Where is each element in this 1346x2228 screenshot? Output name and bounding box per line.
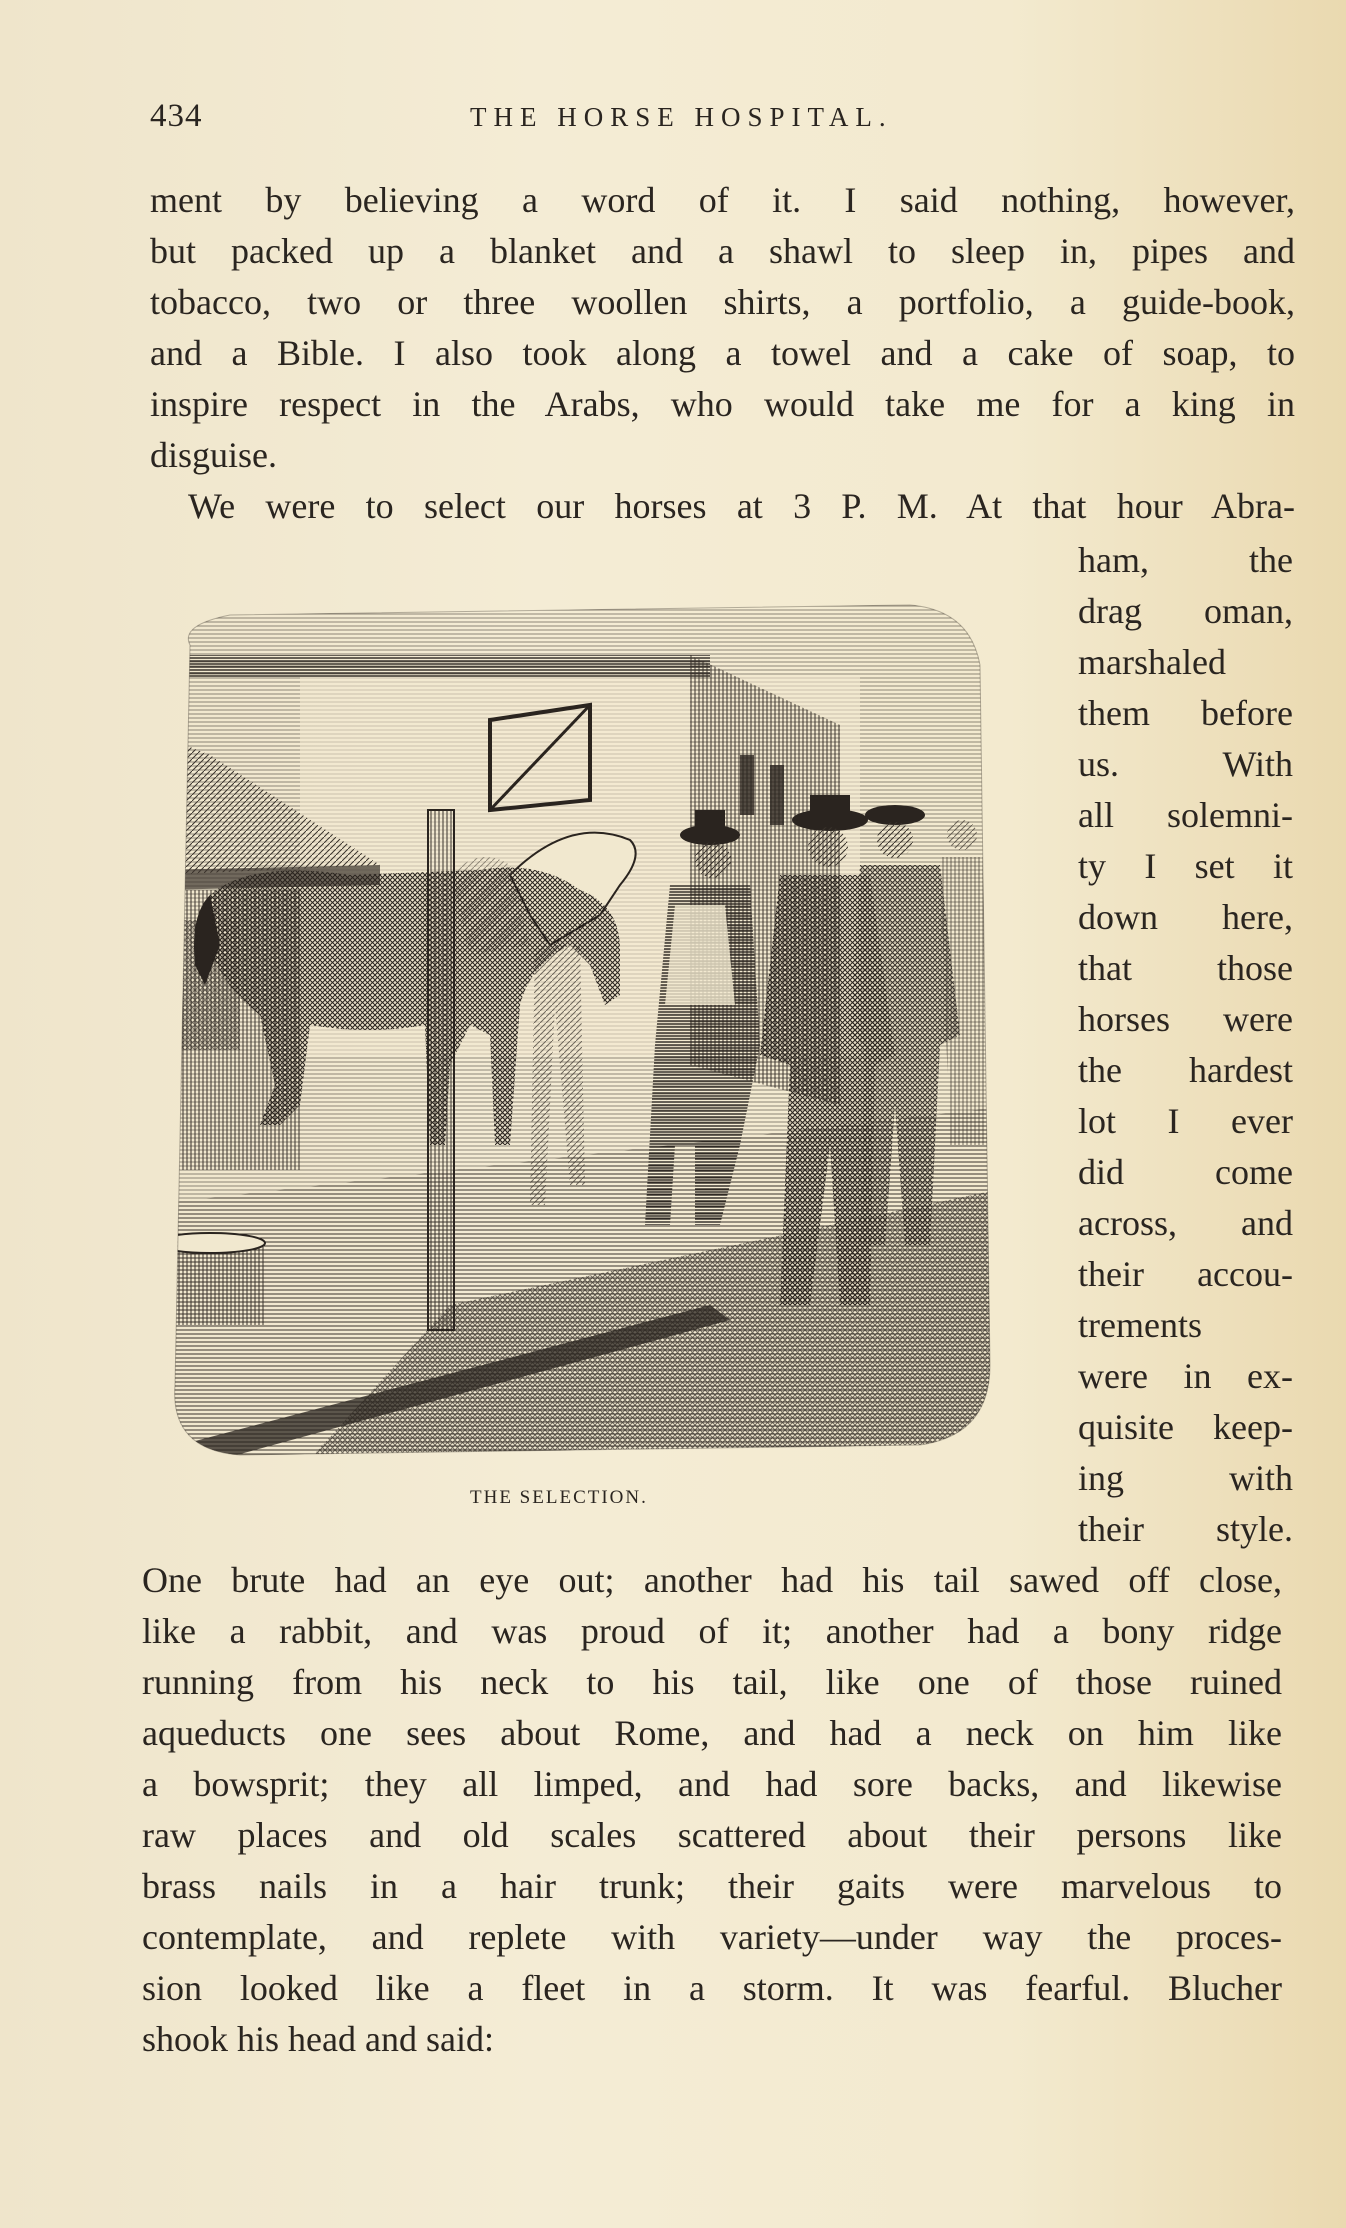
text-line: their accou- (1078, 1254, 1293, 1294)
text-line: ing with (1078, 1458, 1293, 1498)
text-line: did come (1078, 1152, 1293, 1192)
running-title: THE HORSE HOSPITAL. (470, 102, 893, 132)
text-line: brass nails in a hair trunk; their gaits were marvelous to (142, 1866, 1282, 1906)
text-line: running from his neck to his tail, like one of those ruined (142, 1662, 1282, 1702)
text-line: drag oman, (1078, 591, 1293, 631)
text-line: all solemni- (1078, 795, 1293, 835)
text-line: quisite keep- (1078, 1407, 1293, 1447)
text-line: ham, the (1078, 540, 1293, 580)
text-line: like a rabbit, and was proud of it; another had a bony ridge (142, 1611, 1282, 1651)
text-line: sion looked like a fleet in a storm. It was fearful. Blucher (142, 1968, 1282, 2008)
text-line: but packed up a blanket and a shawl to sleep in, pipes and (150, 231, 1295, 271)
engraving-illustration (150, 585, 1020, 1470)
text-line: tobacco, two or three woollen shirts, a portfolio, a guide-book, (150, 282, 1295, 322)
text-line: inspire respect in the Arabs, who would take me for a king in (150, 384, 1295, 424)
text-line: One brute had an eye out; another had his tail sawed off close, (142, 1560, 1282, 1600)
text-line: a bowsprit; they all limped, and had sore backs, and likewise (142, 1764, 1282, 1804)
text-line: ty I set it (1078, 846, 1293, 886)
text-line: down here, (1078, 897, 1293, 937)
text-line: and a Bible. I also took along a towel and a cake of soap, to (150, 333, 1295, 373)
page-number: 434 (150, 98, 203, 134)
text-line: across, and (1078, 1203, 1293, 1243)
text-line: ment by believing a word of it. I said nothing, however, (150, 180, 1295, 220)
text-line: contemplate, and replete with variety—under way the proces- (142, 1917, 1282, 1957)
text-line: shook his head and said: (142, 2019, 494, 2059)
figure-caption: THE SELECTION. (470, 1487, 648, 1508)
text-line: horses were (1078, 999, 1293, 1039)
text-line: marshaled (1078, 642, 1226, 682)
text-line: were in ex- (1078, 1356, 1293, 1396)
text-line: aqueducts one sees about Rome, and had a neck on him like (142, 1713, 1282, 1753)
text-line: us. With (1078, 744, 1293, 784)
text-line: We were to select our horses at 3 P. M. At that hour Abra- (188, 486, 1295, 526)
text-line: their style. (1078, 1509, 1293, 1549)
text-line: them before (1078, 693, 1293, 733)
text-line: trements (1078, 1305, 1202, 1345)
page-header (150, 98, 1300, 138)
text-line: raw places and old scales scattered about their persons like (142, 1815, 1282, 1855)
text-line: lot I ever (1078, 1101, 1293, 1141)
text-line: the hardest (1078, 1050, 1293, 1090)
text-line: disguise. (150, 435, 278, 475)
text-line: that those (1078, 948, 1293, 988)
